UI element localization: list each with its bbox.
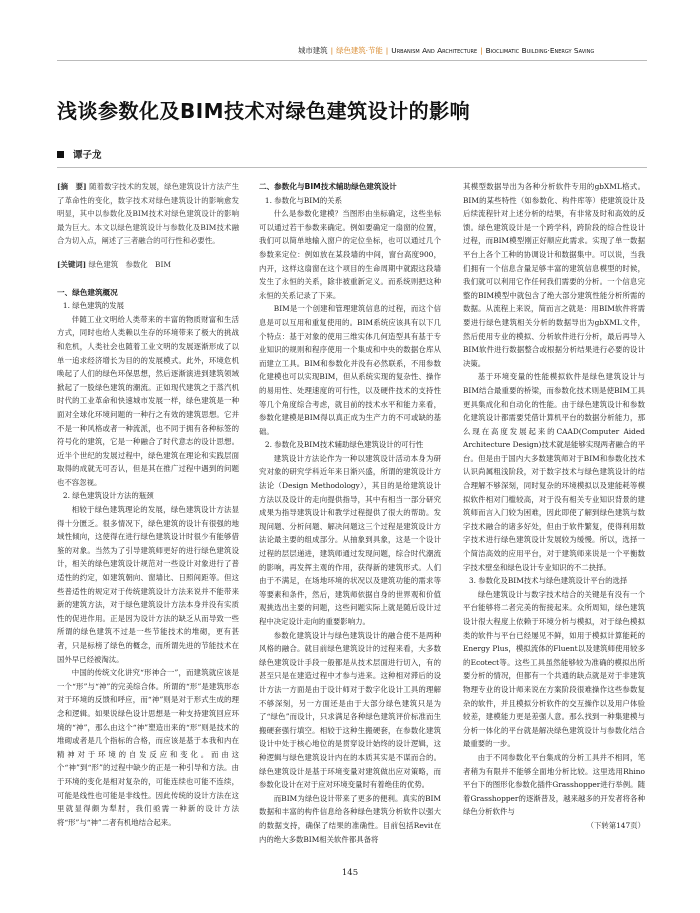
continued-note: （下转第147页） bbox=[586, 820, 645, 830]
header-separator: | bbox=[480, 45, 483, 55]
subsection-heading: 1. 绿色建筑的发展 bbox=[62, 301, 125, 311]
bullet-square-icon bbox=[57, 151, 64, 158]
header-section-cn: 城市建筑 bbox=[298, 45, 328, 55]
subsection-heading: 2. 参数化及BIM技术辅助绿色建筑设计的可行性 bbox=[264, 440, 424, 450]
abstract bbox=[57, 180, 239, 248]
page-number: 145 bbox=[341, 868, 359, 878]
section-heading: 二、参数化与BIM技术辅助绿色建筑设计 bbox=[259, 182, 397, 191]
body-paragraph: 参数化建筑设计与绿色建筑设计的融合使不是两种风格的融合。就目前绿色建筑设计的过程来看，大多数绿色建筑设计手段一般都是从技术层面进行切入，有的甚至只是在建造过程中才参与进来。这种相对滞后的设计方法一方面是由于设计师对于数字化设计工具的理解不够深刻，另一方面还是由于大部分绿色建筑只是为了“绿色”而设计，只求满足各种绿色建筑评价标准而生搬硬套强行填空。相较于这种生搬硬套，在参数化建筑设计中处于核心地位的是贯穿设计始终的设计逻辑，这种逻辑与绿色建筑设计内在的本质其实是不谋而合的。绿色建筑设计是基于环境变量对建筑做出应对策略，而参数化设计在对于应对环境变量时有着绝佳的优势。 bbox=[259, 630, 441, 790]
body-paragraph: 由于不同参数化平台集成的分析工具并不相同，笔者稍为有限并不能够全面地分析比较。这里选用Rhino平台下的图形化参数化插件Grasshopper进行举例。随着Grasshopper的逐渐普及，越来越多的开发者将各种绿色分析软件与 bbox=[463, 752, 645, 817]
body-paragraph: 而BIM为绿色设计带来了更多的便利。真实的BIM数据和丰富的构件信息给各种绿色建筑分析软件以强大的数据支持，确保了结果的准确性。目前包括Revit在内的绝大多数BIM相关软件都具备将 bbox=[259, 793, 441, 844]
header-subsection-cn: 绿色建筑·节能 bbox=[336, 45, 383, 55]
header-subsection-en: Bioclimatic Building·Energy Saving bbox=[485, 45, 595, 55]
abstract-label: [摘 要] bbox=[57, 182, 87, 191]
column-right bbox=[463, 180, 645, 833]
subsection-heading: 2. 绿色建筑设计方法的瓶颈 bbox=[62, 491, 154, 501]
body-paragraph: 相较于绿色建筑理论的发展，绿色建筑设计方法显得十分匮乏。很多情况下，绿色建筑的设计有很强的地域性倾向，这使得在进行绿色建筑设计时很少有能够借鉴的对象。当然为了引导建筑师更好的进行绿色建筑设计，相关的绿色建筑设计规范对一些设计对象进行了普适性的约定，如建筑朝向、窗墙比、日照间距等。但这些普适性的规定对于传统建筑设计方法来说并不能带来新的建筑方法，对于绿色建筑设计方法本身并没有实质性的促进作用。正是因为设计方法的缺乏从而导致一些所谓的绿色建筑不过是一些节能技术的堆砌，更有甚者，只是标榜了绿色的概念，而所谓先进的节能技术在国外早已经被淘汰。 bbox=[57, 505, 239, 664]
article-title: 浅谈参数化及BIM技术对绿色建筑设计的影响 bbox=[57, 99, 471, 123]
column-middle bbox=[259, 180, 441, 846]
header-separator: | bbox=[330, 45, 334, 55]
keywords-label: [关键词] bbox=[57, 259, 87, 269]
title-rule bbox=[57, 167, 647, 168]
body-paragraph: 基于环境变量的性能模拟软件是绿色建筑设计与BIM结合最重要的桥梁，而参数化技术则是使BIM工具更具集成化和自动化的性能。由于绿色建筑设计和参数化建筑设计都需要凭借计算机平台的数据分析能力，那么现在高度发展起来的CAAD(Computer Aided Architecture Design)技术就是能够实现两者融合的平台。但是由于国内大多数建筑师对于BIM和参数化技术认识尚属粗浅阶段，对于数字技术与绿色建筑设计的结合理解不够深刻，同时复杂的环境模拟以及建能耗等模拟软件相对门槛较高，对于没有相关专业知识背景的建筑师而言入门较为困难，因此即使了解到绿色建筑与数字技术融合的诸多好处，但由于软件繁复，使得利用数字技术进行绿色建筑设计发展较为缓慢。所以，选择一个简洁高效的应用平台，对于建筑师来说是一个平衡数字技术壁垒和绿色设计专业知识的不二抉择。 bbox=[463, 372, 645, 572]
running-header bbox=[298, 43, 668, 57]
keywords bbox=[57, 258, 239, 272]
keywords-text: 绿色建筑 参数化 BIM bbox=[88, 259, 171, 269]
author-line bbox=[57, 147, 102, 161]
body-paragraph: 其模型数据导出为各种分析软件专用的gbXML格式。BIM的某些特性（如参数化、构件库等）使建筑设计及后续流程针对上述分析的结果，有非常及时和高效的反馈。绿色建筑设计是一个跨学科，跨阶段的综合性设计过程，而BIM模型刚正好顺应此需求。实现了单一数据平台上各个工种的协调设计和数据集中。可以说，当我们拥有一个信息含量足够丰富的建筑信息模型的时候，我们就可以利用它作任何我们需要的分析。一个信息完整的BIM模型中就包含了绝大部分建筑性能分析所需的数据。从流程上来说，简而言之就是：用BIM软件将需要进行绿色建筑相关分析的数据导出为gbXML文件，然后使用专业的模拟、分析软件进行分析，最后再导入BIM软件进行数据整合或根据分析结果进行必要的设计决策。 bbox=[463, 182, 645, 368]
abstract-block bbox=[57, 180, 239, 272]
section-heading: 一、绿色建筑概况 bbox=[57, 287, 118, 297]
body-paragraph: 绿色建筑设计与数字技术结合的关键是有没有一个平台能够将二者完美的衔接起来。众所周知，绿色建筑设计很大程度上依赖于环境分析与模拟，对于绿色模拟类的软件与平台已经屡见不鲜，如用于模拟计算能耗的Energy Plus，模拟流体的Fluent以及建筑师使用较多的Ecotect等。这些工具虽然能够较为准确的模拟出所要分析的情况，但都有一个共通的缺点就是对于非建筑物理专业的设计师来说在方案阶段很难操作这些参数复杂的软件，并且模拟分析软件的交互操作以及用户体验较差，建模能力更是差强人意。那么找到一种集建模与分析一体化的平台就是解决绿色建筑设计与参数化结合最重要的一步。 bbox=[463, 589, 645, 749]
body-paragraph: BIM是一个创建和管理建筑信息的过程，而这个信息是可以互用和重复使用的。BIM系统应该具有以下几个特点：基于对象的使用三维实体几何造型具有基于专业知识的规则和程序使用一个集成和中央的数据仓库从而建立工具。BIM和参数化并没有必然联系，不用参数化建模也可以实现BIM，但从系统实现的复杂性、操作的易用性、处理速度的可行性，以及硬件技术的支持性等几个角度综合考虑，就目前的技术水平和能力来看，参数化建模是BIM得以真正成为生产力的不可或缺的基础。 bbox=[259, 304, 441, 436]
header-rule bbox=[57, 60, 647, 61]
body-paragraph: 什么是参数化建模？当图形由坐标确定，这些坐标可以通过若干参数来确定。例如要确定一扇窗的位置，我们可以简单地输入窗户的定位坐标，也可以通过几个参数来定位：例如放在某段墙的中间，窗台高度900，内开，这样这扇窗在这个项目的生命周期中就跟这段墙发生了永恒的关系，除非被重新定义。而系统则把这种永恒的关系记录了下来。 bbox=[259, 209, 441, 300]
column-left bbox=[57, 180, 239, 829]
body-paragraph: 建筑设计方法论作为一种以建筑设计活动本身为研究对象的研究学科近年来日渐兴盛，所谓的建筑设计方法论（Design Methodology），其目的是给建筑设计方法以及设计的走向提供指导，其中有相当一部分研究成果为指导建筑设计和教学过程提供了很大的帮助。发现问题、分析问题、解决问题这三个过程是建筑设计方法论最主要的组成部分。从抽象到具象，这是一个设计过程的层层递进，建筑师通过发现问题，综合时代潮流的影响，再发挥主观的作用，获得新的建筑形式。人们由于不满足，在场地环境的状况以及建筑功能的需求等等要素和条件，然后，建筑师依据自身的世界观和价值观挑选出主要的问题，这些问题实际上就是随后设计过程中决定设计走向的重要影响力。 bbox=[259, 453, 441, 626]
subsection-heading: 1. 参数化与BIM的关系 bbox=[264, 195, 342, 205]
header-separator: | bbox=[385, 45, 389, 55]
subsection-heading: 3. 参数化及BIM技术与绿色建筑设计平台的选择 bbox=[468, 576, 628, 586]
abstract-text: 随着数字技术的发展，绿色建筑设计方法产生了革命性的变化，数字技术对绿色建筑设计的影响愈发明显，其中以参数化及BIM技术对绿色建筑设计的影响最为巨大。本文以绿色建筑设计与参数化及BIM技术融合为切入点，阐述了三者融合的可行性和必要性。 bbox=[57, 182, 239, 246]
body-paragraph: 中国的传统文化讲究“形神合一”，而建筑就应该是一个“形”与“神”的完美综合体。所谓的“形”是建筑形态对于环境的反馈和呼应，而“神”则是对于形式生成的理念和逻辑。如果说绿色设计思想是一种支持建筑回应环境的“神”，那么由这个“神”塑造出来的“形”则是技术的堆砌或者是几个指标的合格，而应该是基于本我和内在精神对于环境的自发反应和变化。而由这个“神”到“形”的过程中缺少的正是一种引导和方法。由于环境的变化是相对复杂的，可能连续也可能不连续，可能是线性也可能是非线性。因此传统的设计方法在这里就显得颇为犁肘，我们亟需一种新的设计方法将“形”与“神”二者有机地结合起来。 bbox=[57, 668, 239, 827]
body-paragraph: 伴随工业文明给人类带来的丰富的物质财富和生活方式，同时也给人类赖以生存的环境带来了极大的挑战和危机，人类社会也随着工业文明的发展逐渐形成了以单一追求经济增长为目的的发展模式。此外，环境危机唤起了人们的绿色环保思想，然后逐渐演进到建筑领域掀起了一股绿色建筑的潮流。正如现代建筑之于蒸汽机时代的工业革命和快速城市发展一样，绿色建筑是一种面对全球化环境问题的一种行之有效的建筑思想。它并不是一种风格或者一种流派，也不同于拥有各种标签的符号化的建筑，它是一种融合了时代意志的设计思想。近半个世纪的发展过程中，绿色建筑在理论和实践层面取得的成就无可否认，但是其在推广过程中遇到的问题也不容忽视。 bbox=[57, 314, 239, 487]
author-name: 谭子龙 bbox=[73, 150, 102, 161]
header-section-en: Urbanism And Architecture bbox=[391, 45, 478, 55]
